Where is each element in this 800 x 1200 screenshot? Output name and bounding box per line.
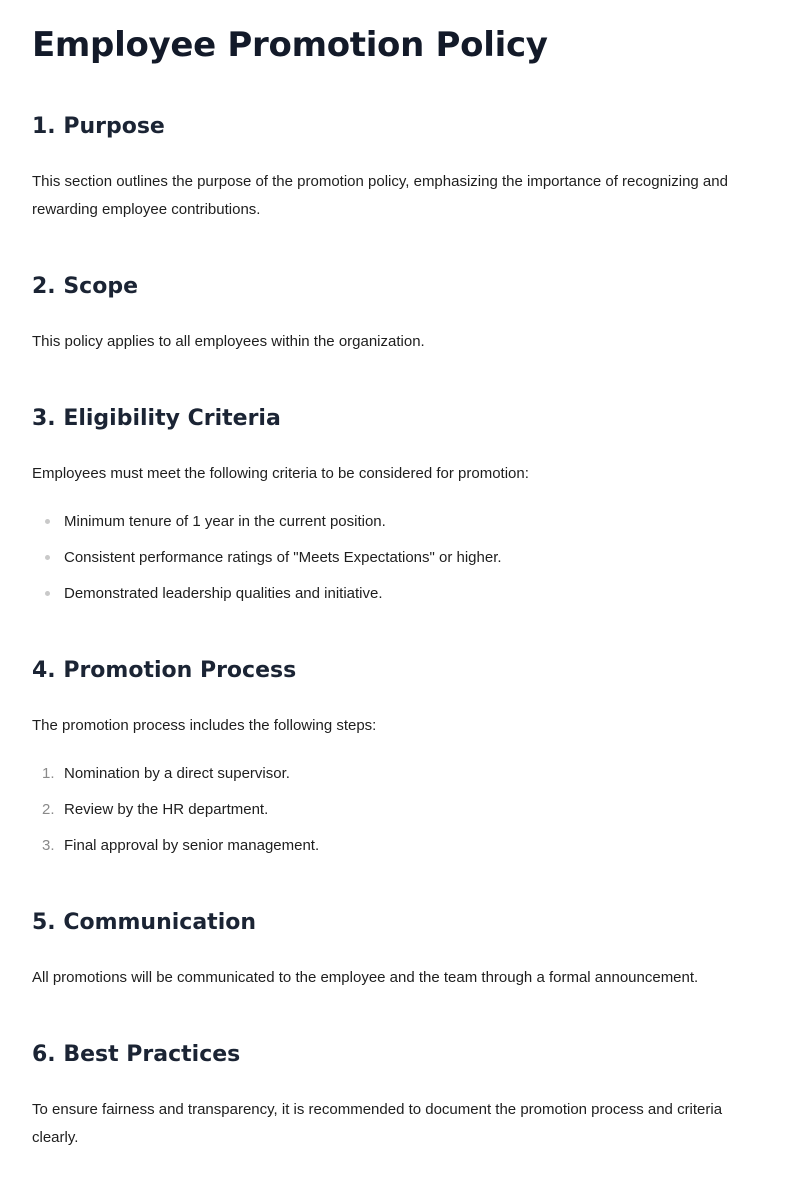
list-item-number: 3. [42,837,55,854]
section-heading-process: 4. Promotion Process [32,658,297,683]
list-item-text: Final approval by senior management. [64,837,320,854]
list-item [32,834,768,870]
list-item [32,510,768,546]
page-title: Employee Promotion Policy [32,25,548,65]
section-heading-scope: 2. Scope [32,274,138,299]
section-heading-communication: 5. Communication [32,910,257,935]
list-item [32,546,768,582]
list-item-number: 1. [42,765,55,782]
section-paragraph-scope: This policy applies to all employees within the organization. [32,333,425,350]
list-item-number: 2. [42,801,55,818]
list-item-text: Demonstrated leadership qualities and initiative. [64,585,383,602]
list-item [32,762,768,798]
list-item [32,582,768,618]
list-item-text: Minimum tenure of 1 year in the current position. [64,513,386,530]
bullet-icon [45,555,50,560]
eligibility-bullet-list [32,510,768,618]
section-paragraph-best-practices: To ensure fairness and transparency, it is recommended to document the promotion process and criteria clearly. [32,1101,723,1146]
list-item-text: Review by the HR department. [64,801,269,818]
bullet-icon [45,591,50,596]
section-paragraph-communication: All promotions will be communicated to the employee and the team through a formal announcement. [32,969,699,986]
list-item-text: Nomination by a direct supervisor. [64,765,290,782]
section-heading-best-practices: 6. Best Practices [32,1042,241,1067]
section-paragraph-process: The promotion process includes the following steps: [32,717,377,734]
bullet-icon [45,519,50,524]
section-heading-purpose: 1. Purpose [32,114,165,139]
process-numbered-list [32,762,768,870]
list-item-text: Consistent performance ratings of "Meets Expectations" or higher. [64,549,502,566]
section-heading-eligibility: 3. Eligibility Criteria [32,406,281,431]
section-paragraph-eligibility: Employees must meet the following criteria to be considered for promotion: [32,465,529,482]
section-paragraph-purpose: This section outlines the purpose of the promotion policy, emphasizing the importance of recognizing and rewarding employee contributions. [32,173,728,218]
list-item [32,798,768,834]
